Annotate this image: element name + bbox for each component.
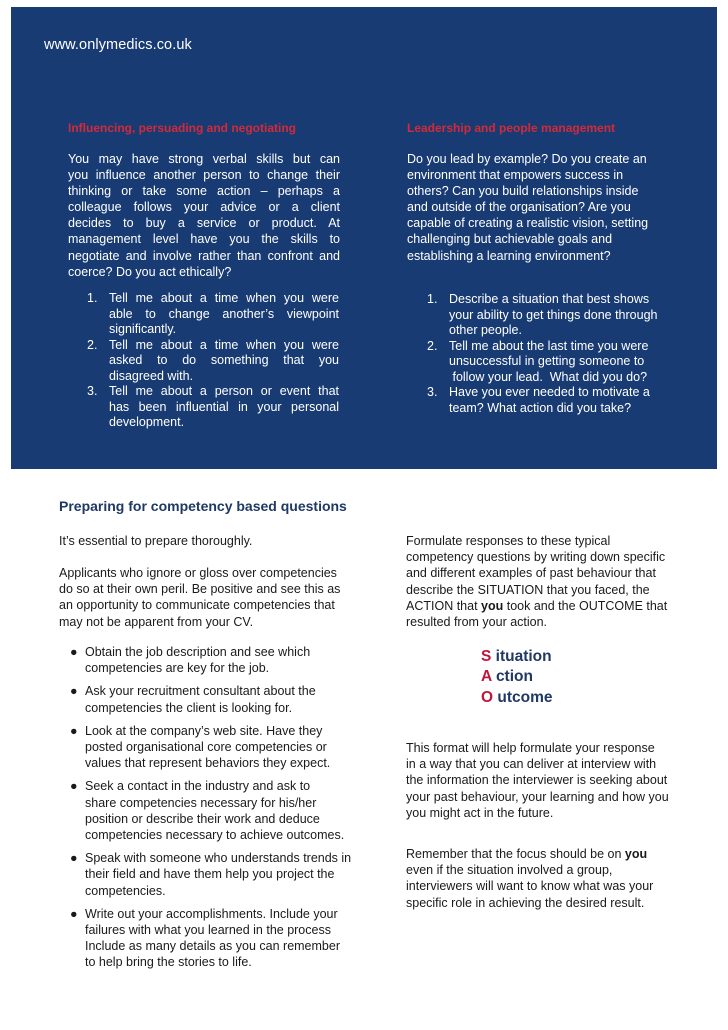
text-line: asked to do something that you — [109, 353, 339, 367]
text-line: Do you lead by example? Do you create an — [407, 152, 647, 166]
text-run: took and the OUTCOME that — [503, 598, 668, 613]
text-line: thinking or take some action – perhaps a — [68, 184, 340, 199]
sao-letter: A — [481, 668, 492, 685]
remember-paragraph — [406, 846, 706, 911]
intro-text: It’s essential to prepare thoroughly. — [59, 534, 253, 548]
list-item — [68, 906, 378, 971]
text-line: resulted from your action. — [406, 615, 548, 630]
text-line: others? Can you build relationships inside — [407, 184, 639, 199]
text-line: failures with what you learned in the process — [85, 923, 331, 938]
text-line: Formulate responses to these typical — [406, 534, 611, 548]
list-item — [68, 778, 378, 843]
preparation-tips — [68, 644, 378, 978]
text-line: Tell me about a time when you were — [109, 291, 339, 305]
text-line: environment that empowers success in — [407, 168, 624, 183]
bullet-icon: ● — [70, 779, 78, 794]
question-item — [87, 291, 339, 338]
question-number: 2. — [87, 337, 98, 352]
text-line: you might act in the future. — [406, 805, 554, 820]
text-line: Look at the company’s web site. Have they — [85, 723, 323, 738]
text-line: and outside of the organisation? Are you — [407, 200, 631, 215]
sao-letter: O — [481, 689, 494, 706]
question-item — [427, 385, 697, 416]
question-number: 3. — [427, 385, 438, 399]
text-line: challenging but achievable goals and — [407, 232, 613, 247]
sao-outcome — [481, 689, 553, 707]
question-number: 2. — [427, 338, 438, 353]
text-line: team? What action did you take? — [449, 400, 632, 415]
text-line: competencies the client is looking for. — [85, 700, 293, 715]
text-line: Write out your accomplishments. Include your — [85, 906, 338, 921]
emphasis-you: you — [481, 598, 504, 613]
text-line: significantly. — [109, 322, 177, 336]
text-line: unsuccessful in getting someone to — [449, 354, 645, 368]
text-line: has been influential in your personal — [109, 399, 339, 414]
text-line: able to change another’s viewpoint — [109, 306, 339, 321]
text-line: specific role in achieving the desired result. — [406, 895, 645, 910]
influencing-heading: Influencing, persuading and negotiating — [68, 121, 296, 135]
question-item — [427, 292, 697, 339]
leadership-paragraph — [407, 151, 682, 264]
sao-word: ituation — [495, 648, 552, 665]
text-line: Tell me about a person or event that — [109, 384, 339, 398]
question-number: 3. — [87, 384, 98, 398]
list-item — [68, 723, 378, 772]
text-line: Tell me about the last time you were — [449, 338, 649, 353]
text-line: decides to buy a service or product. At — [68, 216, 340, 231]
text-line — [406, 846, 706, 862]
text-line: the information the interviewer is seeking about — [406, 773, 668, 788]
leadership-heading: Leadership and people management — [407, 121, 616, 135]
text-line: other people. — [449, 323, 522, 337]
text-line: values that represent behaviors they expect. — [85, 756, 331, 771]
leadership-questions — [427, 292, 697, 416]
text-line: to help bring the stories to life. — [85, 955, 252, 970]
bullet-icon: ● — [70, 851, 78, 866]
question-item — [87, 384, 339, 431]
text-line: coerce? Do you act ethically? — [68, 264, 232, 279]
bullet-icon: ● — [70, 723, 78, 738]
bullet-icon: ● — [70, 906, 78, 921]
bullet-icon: ● — [70, 645, 78, 659]
text-line: posted organisational core competencies or — [85, 740, 327, 755]
question-item — [427, 339, 697, 386]
text-line: competencies necessary to achieve outcomes. — [85, 828, 345, 843]
text-line: You may have strong verbal skills but can — [68, 152, 340, 166]
formulate-paragraph — [406, 533, 706, 630]
text-line: Seek a contact in the industry and ask to — [85, 779, 311, 794]
text-line: disagreed with. — [109, 368, 194, 383]
text-line: Applicants who ignore or gloss over competencies — [59, 566, 337, 580]
sao-situation — [481, 648, 552, 666]
influencing-paragraph — [68, 151, 340, 280]
text-line: establishing a learning environment? — [407, 248, 611, 263]
text-line: Describe a situation that best shows — [449, 292, 650, 306]
text-line: interviewers will want to know what was your — [406, 879, 654, 894]
emphasis-you: you — [624, 847, 648, 861]
text-line: development. — [109, 415, 185, 429]
text-line: an opportunity to communicate competencies that — [59, 598, 335, 613]
text-line: colleague follows your advice or a client — [68, 200, 340, 215]
sao-word: utcome — [497, 689, 553, 706]
text-line: share competencies necessary for his/her — [85, 795, 317, 810]
site-url: www.onlymedics.co.uk — [44, 37, 192, 53]
applicants-paragraph — [59, 565, 379, 630]
text-run: Remember that the focus should be on — [406, 847, 625, 861]
text-line: negotiate and involve rather than confront and — [68, 248, 340, 263]
text-line: position or describe their work and deduce — [85, 811, 320, 826]
sao-word: ction — [495, 668, 533, 685]
text-line: their field and have them help you project the — [85, 867, 335, 882]
text-line: competencies are key for the job. — [85, 661, 270, 676]
text-line: Obtain the job description and see which — [85, 645, 311, 659]
text-line: This format will help formulate your response — [406, 741, 655, 755]
text-line: even if the situation involved a group, — [406, 863, 613, 878]
text-line: management level have you the skills to — [68, 232, 340, 247]
question-number: 1. — [87, 291, 98, 305]
list-item — [68, 850, 378, 899]
text-line: capable of creating a realistic vision, setting — [407, 216, 649, 231]
format-paragraph — [406, 740, 706, 821]
question-item — [87, 338, 339, 385]
text-line: and different examples of past behaviour that — [406, 566, 656, 581]
text-line: may not be apparent from your CV. — [59, 614, 254, 629]
list-item — [68, 683, 378, 715]
text-line: describe the SITUATION that you faced, the — [406, 582, 650, 597]
text-line — [406, 598, 706, 614]
text-line: your past behaviour, your learning and how you — [406, 789, 669, 804]
text-line: your ability to get things done through — [449, 307, 658, 322]
sao-action — [481, 668, 533, 686]
text-run: ACTION that — [406, 598, 482, 613]
bullet-icon: ● — [70, 684, 78, 699]
influencing-questions — [87, 291, 339, 431]
text-line: you influence another person to change their — [68, 168, 340, 183]
question-number: 1. — [427, 292, 438, 306]
text-line: Have you ever needed to motivate a — [449, 385, 650, 399]
text-line: in a way that you can deliver at interview with — [406, 757, 657, 772]
text-line: Tell me about a time when you were — [109, 337, 339, 352]
list-item — [68, 644, 378, 676]
text-line: Ask your recruitment consultant about the — [85, 684, 316, 699]
text-line: Include as many details as you can remember — [85, 939, 340, 954]
text-line: Speak with someone who understands trends in — [85, 851, 352, 866]
sao-letter: S — [481, 648, 492, 665]
text-line: follow your lead. What did you do? — [449, 369, 648, 384]
text-line: competencies. — [85, 883, 166, 898]
section-title: Preparing for competency based questions — [59, 498, 347, 514]
text-line: competency questions by writing down specific — [406, 550, 666, 565]
text-line: do so at their own peril. Be positive and see this as — [59, 582, 341, 597]
